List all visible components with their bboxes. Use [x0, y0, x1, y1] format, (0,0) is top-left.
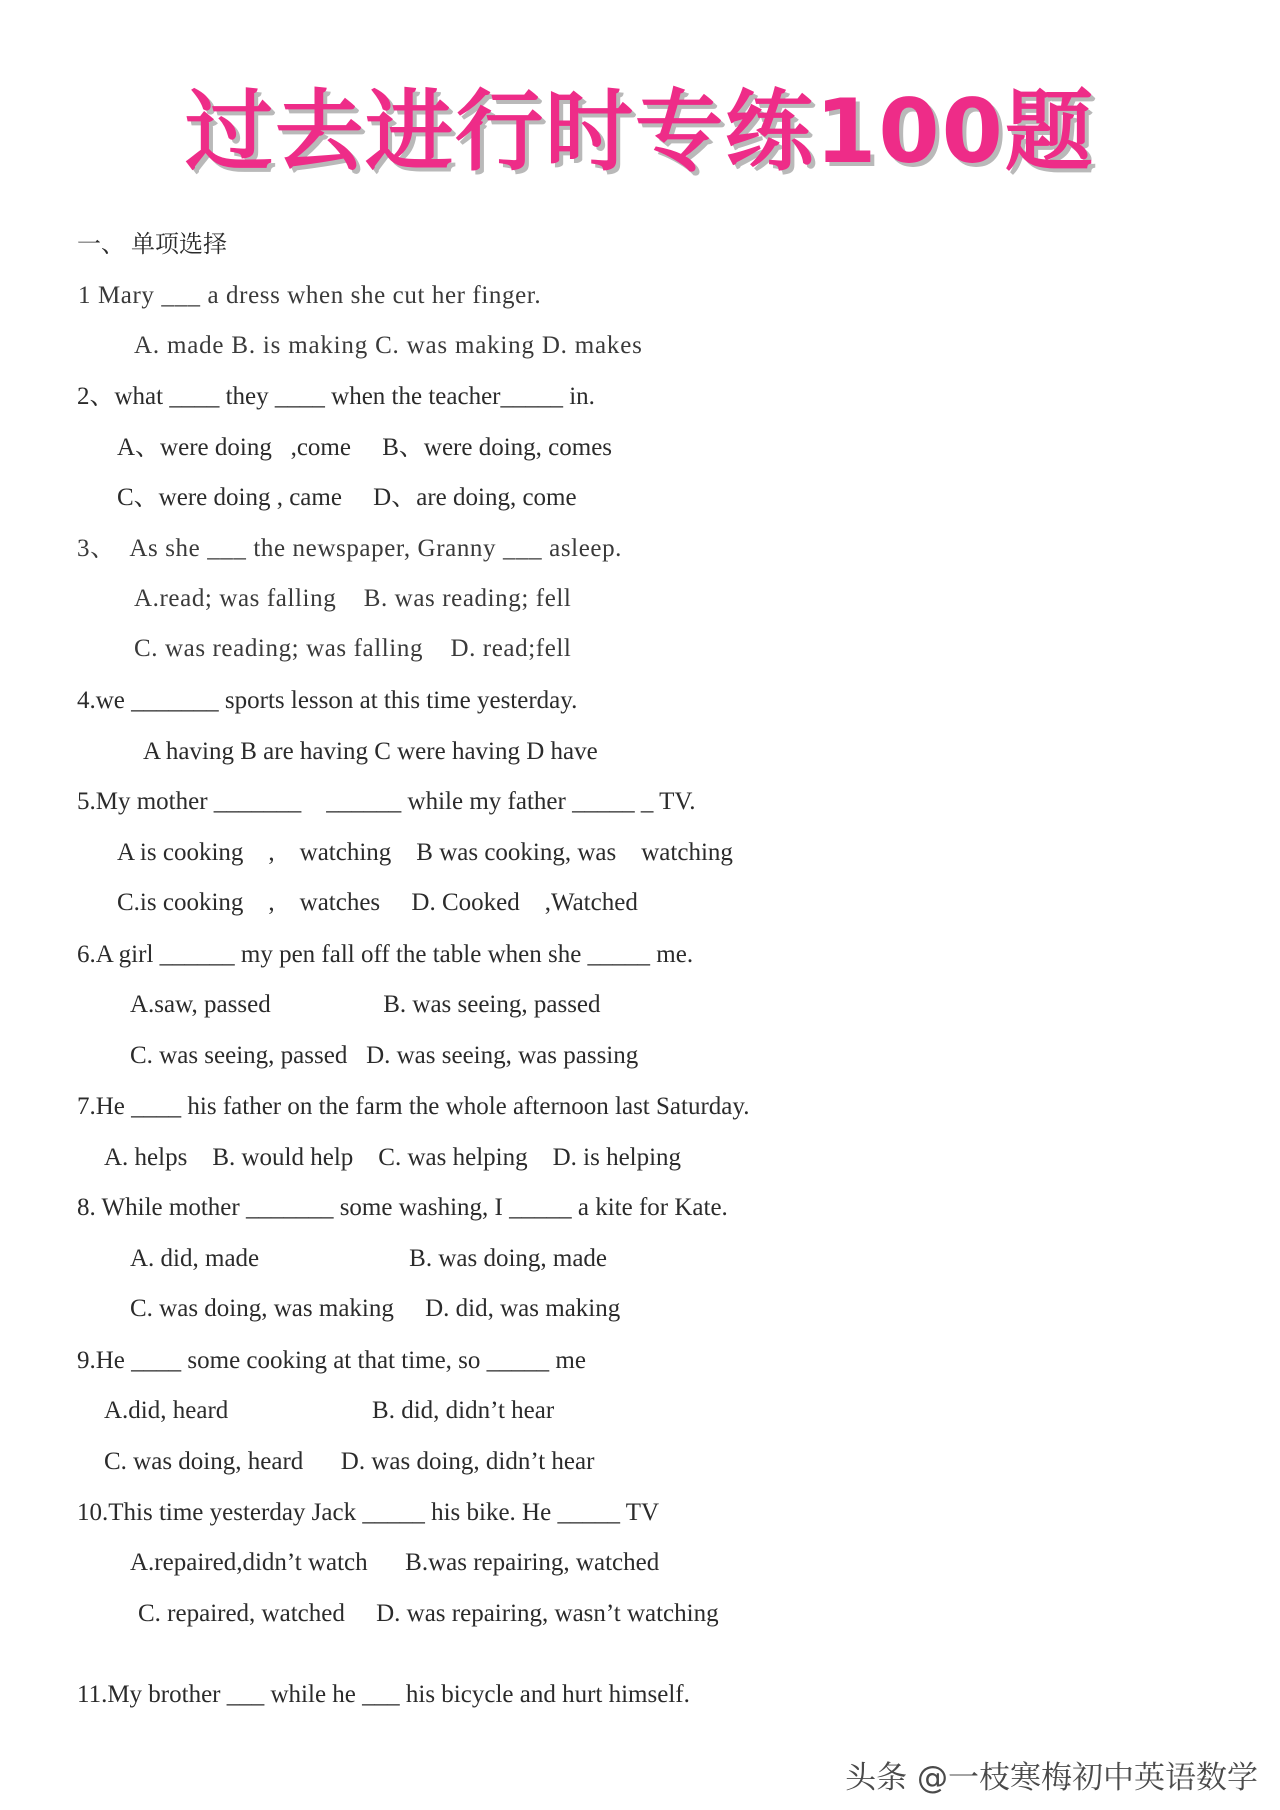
question-7: 7.He ____ his father on the farm the whole afternoon last Saturday.	[77, 1093, 750, 1120]
options-5b: C.is cooking , watches D. Cooked ,Watched	[117, 889, 638, 916]
options-5a: A is cooking , watching B was cooking, was watching	[117, 839, 733, 866]
options-3b: C. was reading; was falling D. read;fell	[134, 635, 572, 662]
options-2b: C、were doing , came D、are doing, come	[117, 484, 577, 511]
options-6b: C. was seeing, passed D. was seeing, was passing	[130, 1042, 639, 1069]
options-10b: C. repaired, watched D. was repairing, wasn’t watching	[138, 1600, 719, 1627]
options-7: A. helps B. would help C. was helping D. is helping	[104, 1144, 682, 1171]
page-title: 过去进行时专练100题	[185, 80, 1095, 183]
question-8: 8. While mother _______ some washing, I _____ a kite for Kate.	[77, 1194, 728, 1221]
question-10: 10.This time yesterday Jack _____ his bike. He _____ TV	[77, 1499, 660, 1526]
question-1: 1 Mary ___ a dress when she cut her finger.	[78, 282, 542, 309]
question-6: 6.A girl ______ my pen fall off the table when she _____ me.	[77, 941, 694, 968]
options-10a: A.repaired,didn’t watch B.was repairing, watched	[130, 1549, 660, 1576]
question-11: 11.My brother ___ while he ___ his bicycle and hurt himself.	[77, 1681, 690, 1708]
options-4: A having B are having C were having D have	[143, 738, 598, 765]
question-3: 3、 As she ___ the newspaper, Granny ___ asleep.	[77, 535, 623, 562]
section-heading: 一、 单项选择	[77, 232, 227, 258]
options-9b: C. was doing, heard D. was doing, didn’t hear	[104, 1448, 595, 1475]
question-2: 2、what ____ they ____ when the teacher_____ in.	[77, 383, 595, 410]
options-8a: A. did, made B. was doing, made	[130, 1245, 608, 1272]
options-9a: A.did, heard B. did, didn’t hear	[104, 1397, 555, 1424]
question-5: 5.My mother _______ ______ while my father _____ _ TV.	[77, 788, 696, 815]
options-2a: A、were doing ,come B、were doing, comes	[117, 434, 613, 461]
watermark: 头条 @一枝寒梅初中英语数学	[845, 1760, 1258, 1796]
options-6a: A.saw, passed B. was seeing, passed	[130, 991, 601, 1018]
options-1: A. made B. is making C. was making D. makes	[134, 332, 643, 359]
options-3a: A.read; was falling B. was reading; fell	[134, 585, 572, 612]
options-8b: C. was doing, was making D. did, was making	[130, 1295, 621, 1322]
question-4: 4.we _______ sports lesson at this time yesterday.	[77, 687, 578, 714]
question-9: 9.He ____ some cooking at that time, so _____ me	[77, 1347, 586, 1374]
